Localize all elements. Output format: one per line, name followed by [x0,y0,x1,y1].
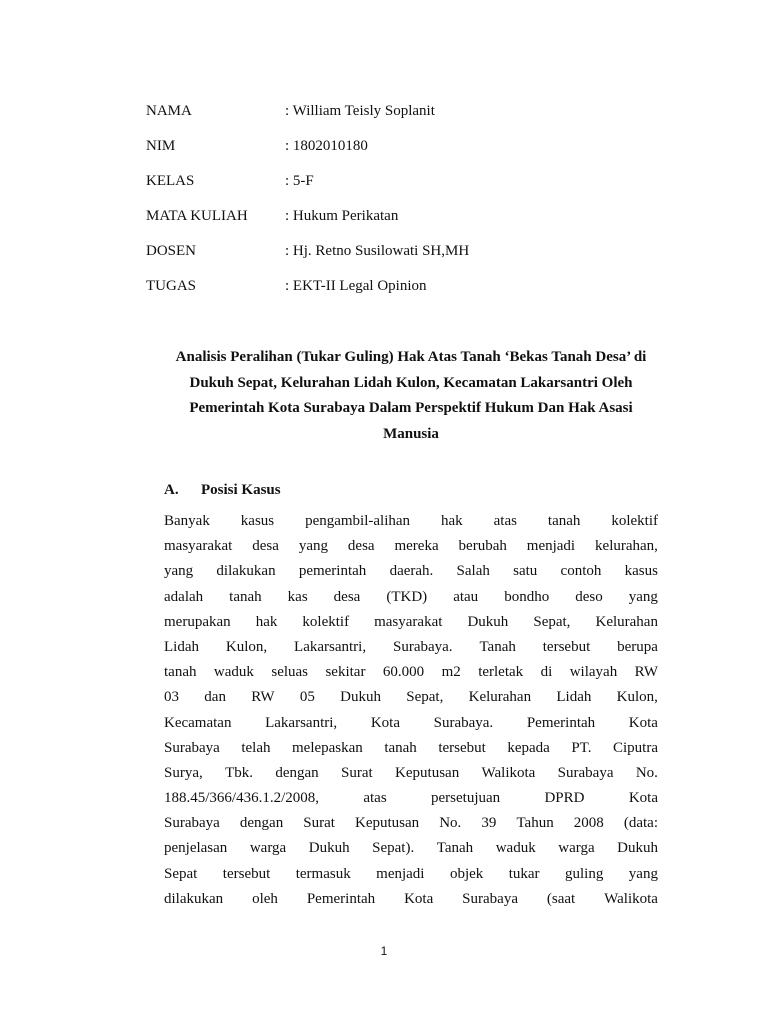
paragraph-line-text [164,862,658,887]
paragraph-word: tersebut [222,865,271,882]
paragraph-word: bondho [504,588,550,605]
paragraph-line [164,862,658,887]
identity-value: : Hj. Retno Susilowati SH,MH [285,243,470,259]
paragraph-word: Surabaya [164,815,220,832]
section-title: Posisi Kasus [201,482,281,498]
identity-value: : 1802010180 [285,138,368,154]
paragraph-line [164,559,658,584]
paragraph-word: yang [628,865,658,882]
identity-block [146,101,666,311]
paragraph-word: No. [439,815,462,832]
paragraph-line [164,610,658,635]
paragraph-word: waduk [213,664,254,681]
identity-label: NIM [146,138,176,154]
paragraph-word: Lakarsantri, [265,714,338,731]
paragraph-line [164,534,658,559]
paragraph-line-text [164,585,658,610]
paragraph-word: 188.45/366/436.1.2/2008, [164,790,320,807]
paragraph-line-text [164,660,658,685]
paragraph-word: kepada [507,739,550,756]
paragraph-word: oleh [252,890,278,907]
paragraph-word: kasus [240,513,275,529]
identity-label: MATA KULIAH [146,208,248,224]
paragraph-line [164,509,658,534]
paragraph-word: atas [363,790,387,807]
paragraph-word: tersebut [438,739,486,756]
paragraph-word: Sepat, [533,613,571,630]
paragraph-word: Surabaya [557,764,614,781]
paragraph-line [164,836,658,861]
paragraph-word: objek [449,865,484,882]
paragraph-word: Tanah [436,840,474,857]
paragraph-word: satu [513,563,538,580]
paragraph-word: Lakarsantri, [294,638,367,655]
paragraph-line [164,761,658,786]
paragraph-word: sekitar [325,664,366,681]
paragraph-word: Surabaya. [433,714,494,731]
identity-value: : William Teisly Soplanit [285,103,435,119]
paragraph-word: atau [453,588,479,605]
identity-value: : Hukum Perikatan [285,208,399,224]
paragraph-word: masyarakat [164,538,233,555]
paragraph-word: dan [204,689,226,706]
identity-row-class [146,171,666,206]
paragraph-word: Kota [628,790,658,807]
paragraph-word: terletak [478,664,524,681]
paragraph-word: Kelurahan [468,689,532,706]
paragraph-word: Kecamatan [164,714,232,731]
paragraph-word: Surabaya. [392,638,453,655]
paragraph-line-text [164,534,658,559]
paragraph-word: (data: [623,815,658,832]
paragraph-line-text [164,811,658,836]
identity-row-assignment [146,276,666,311]
paragraph-line [164,685,658,710]
paragraph-word: Walikota [604,890,658,907]
paragraph-word: Sepat [164,865,198,882]
paragraph-word: Kulon, [225,638,268,655]
paragraph-word: Surat [303,815,335,832]
paragraph-word: tersebut [542,638,591,655]
paragraph-word: adalah [164,588,204,605]
paragraph-word: telah [241,739,271,756]
paragraph-word: mereka [394,538,439,555]
paragraph-word: Sepat, [406,689,444,706]
paragraph-word: contoh [560,563,602,580]
paragraph-word: 39 [481,815,497,832]
paragraph-word: daerah. [389,563,434,580]
paragraph-word: masyarakat [374,613,443,630]
paragraph-word: Pemerintah [306,890,376,907]
paragraph-word: Kulon, [616,689,658,706]
paragraph-line [164,811,658,836]
document-title [146,345,676,447]
identity-row-name [146,101,666,136]
paragraph-word: atas [493,513,517,529]
paragraph-line [164,585,658,610]
paragraph-word: dengan [239,815,284,832]
title-line: Manusia [383,425,439,442]
paragraph-line [164,660,658,685]
paragraph-line-text [164,509,658,534]
paragraph-word: merupakan [164,613,231,630]
paragraph-word: Walikota [481,764,536,781]
paragraph-word: warga [249,840,287,857]
paragraph-word: yang [298,538,328,555]
paragraph-word: dilakukan [216,563,276,580]
paragraph-word: yang [164,563,194,580]
paragraph-word: (saat [546,890,576,907]
paragraph-word: di [540,664,553,681]
paragraph-word: Surat [341,764,373,781]
paragraph-word: wilayah [569,664,618,681]
paragraph-word: penjelasan [164,840,228,857]
paragraph-line-text [164,711,658,736]
paragraph-line [164,736,658,761]
page-number: 1 [380,944,388,958]
paragraph-word: Tbk. [225,764,254,781]
paragraph-word: menjadi [526,538,576,555]
paragraph-word: kasus [624,563,658,580]
identity-value: : EKT-II Legal Opinion [285,278,427,294]
paragraph-word: RW [634,664,658,681]
paragraph-word: Kota [628,714,658,731]
paragraph-word: tanah [229,588,262,605]
paragraph-word: Keputusan [395,764,460,781]
paragraph-word: kelurahan, [595,538,658,555]
paragraph-word: tanah [547,513,581,529]
identity-label: DOSEN [146,243,197,259]
paragraph-word: tanah [164,664,197,681]
paragraph-line-text [164,761,658,786]
paragraph-line [164,887,658,912]
paragraph-word: Dukuh [467,613,509,630]
paragraph-word: deso [575,588,603,605]
paragraph-word: Kota [404,890,434,907]
paragraph-word: kolektif [611,513,658,529]
paragraph-word: Kelurahan [595,613,658,630]
paragraph-word: Lidah [556,689,592,706]
identity-label: NAMA [146,103,192,119]
paragraph-word: Tahun [516,815,554,832]
paragraph-line-text [164,736,658,761]
paragraph-word: tanah [384,739,417,756]
paragraph-word: Dukuh [617,840,658,857]
paragraph-word: dilakukan [164,890,224,907]
identity-label: TUGAS [146,278,197,294]
paragraph-word: Sepat). [372,840,415,857]
paragraph-word: No. [635,764,658,781]
identity-row-nim [146,136,666,171]
paragraph-word: Kota [370,714,400,731]
paragraph-line-text [164,559,658,584]
paragraph-word: berubah [458,538,507,555]
paragraph-word: desa [333,588,361,605]
paragraph-word: 2008 [573,815,604,832]
paragraph-word: pemerintah [298,563,367,580]
title-line: Dukuh Sepat, Kelurahan Lidah Kulon, Kecamatan Lakarsantri Oleh [189,374,633,391]
paragraph-word: Banyak [164,513,210,529]
paragraph-word: seluas [271,664,309,681]
paragraph-line-text [164,786,658,811]
paragraph-word: warga [558,840,595,857]
paragraph-word: hak [441,513,463,529]
paragraph-word: persetujuan [431,790,501,807]
paragraph-word: waduk [495,840,536,857]
identity-value: : 5-F [285,173,314,189]
paragraph-word: 05 [299,689,315,706]
paragraph-line [164,635,658,660]
paragraph-word: dengan [275,764,319,781]
paragraph-word: menjadi [376,865,425,882]
paragraph-line-text [164,887,658,912]
paragraph-word: pengambil-alihan [305,513,411,529]
paragraph-word: Dukuh [308,840,350,857]
paragraph-word: Surya, [164,764,203,781]
paragraph-line [164,711,658,736]
paragraph-line-text [164,610,658,635]
paragraph-line-text [164,685,658,710]
paragraph-word: melepaskan [292,739,363,756]
paragraph-word: Dukuh [340,689,381,706]
section-letter: A. [164,482,179,498]
paragraph-word: yang [628,588,658,605]
paragraph-word: hak [255,613,278,630]
identity-row-lecturer [146,241,666,276]
paragraph-word: m2 [441,664,461,681]
title-line: Pemerintah Kota Surabaya Dalam Perspektif Hukum Dan Hak Asasi [189,400,633,416]
paragraph-word: Surabaya [164,739,220,756]
paragraph-word: berupa [617,638,658,655]
paragraph-word: tukar [508,865,540,882]
title-line: Analisis Peralihan (Tukar Guling) Hak Atas Tanah ‘Bekas Tanah Desa’ di [175,349,647,365]
paragraph-word: desa [252,538,279,555]
paragraph-word: Keputusan [355,815,420,832]
paragraph-line-text [164,635,658,660]
paragraph-word: DPRD [544,790,585,807]
paragraph-word: Ciputra [613,739,658,756]
body-paragraph [164,509,658,912]
paragraph-word: kas [287,588,308,605]
paragraph-line [164,786,658,811]
paragraph-word: Lidah [164,638,199,655]
paragraph-word: termasuk [295,865,351,882]
section-heading [164,480,281,500]
paragraph-word: kolektif [302,613,350,630]
paragraph-word: Pemerintah [526,714,596,731]
paragraph-word: Salah [456,563,490,580]
paragraph-word: Tanah [479,638,516,655]
paragraph-line-text [164,836,658,861]
paragraph-word: Surabaya [462,890,518,907]
identity-row-course [146,206,666,241]
paragraph-word: guling [565,865,604,882]
identity-label: KELAS [146,173,195,189]
paragraph-word: PT. [571,739,592,756]
paragraph-word: 60.000 [382,664,425,681]
paragraph-word: (TKD) [386,588,428,605]
paragraph-word: RW [251,689,275,706]
paragraph-word: desa [347,538,375,555]
paragraph-word: 03 [164,689,179,706]
